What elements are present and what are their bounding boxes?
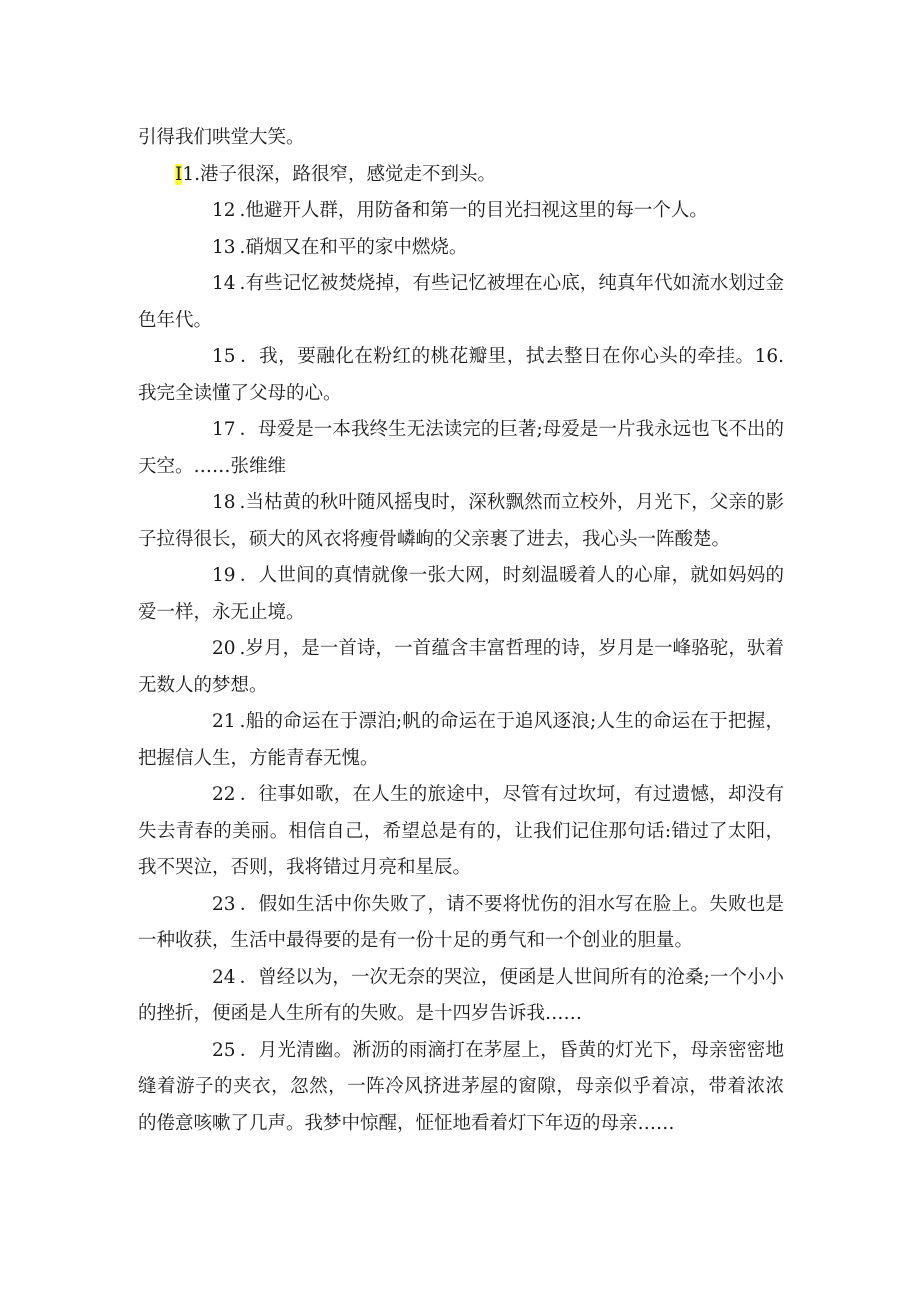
paragraph-18 [138,485,784,558]
highlighted-mark: I [175,163,183,185]
paragraph-text: ．假如生活中你失败了，请不要将忧伤的泪水写在脸上。失败也是一种收获，生活中最得要的是有一份十足的勇气和一个创业的胆量。 [138,893,784,951]
paragraph-12 [138,193,784,230]
paragraph-15 [138,339,784,412]
paragraph-text: ．母爱是一本我终生无法读完的巨著;母爱是一片我永远也飞不出的天空。……张维维 [138,419,784,477]
paragraph-19 [138,558,784,631]
item-number: 21 [212,711,236,732]
item-number: 12 [212,200,236,221]
item-number: 15 [212,346,236,367]
paragraph-24 [138,960,784,1033]
item-number: 22 [212,784,236,805]
paragraph-13 [138,230,784,267]
paragraph-text: .当枯黄的秋叶随风摇曳时，深秋飘然而立校外，月光下，父亲的影子拉得很长，硕大的风衣将瘦骨嶙峋的父亲裹了进去，我心头一阵酸楚。 [138,492,784,550]
body-text [138,120,784,1142]
paragraph-text: ．人世间的真情就像一张大网，时刻温暖着人的心扉，就如妈妈的爱一样，永无止境。 [138,565,784,623]
paragraph-20 [138,631,784,704]
item-number: 19 [212,565,236,586]
item-number: 17 [212,419,236,440]
paragraph-text: 引得我们哄堂大笑。 [138,127,305,148]
item-number: 13 [212,236,236,258]
paragraph-text: .岁月，是一首诗，一首蕴含丰富哲理的诗，岁月是一峰骆驼，驮着无数人的梦想。 [138,638,784,696]
paragraph-17 [138,412,784,485]
item-number: 20 [212,638,236,659]
paragraph-text: ．曾经以为，一次无奈的哭泣，便函是人世间所有的沧桑;一个小小的挫折，便函是人生所有的失败。是十四岁告诉我…… [138,966,784,1024]
item-number: 25 [212,1039,236,1061]
item-number: 14 [212,273,236,294]
paragraph-text: .他避开人群，用防备和第一的目光扫视这里的每一个人。 [239,200,708,221]
paragraph-23 [138,887,784,960]
paragraph-text: ．月光清幽。淅沥的雨滴打在茅屋上，昏黄的灯光下，母亲密密地缝着游子的夹衣，忽然，一阵冷风挤进茅屋的窗隙，母亲似乎着凉，带着浓浓的倦意咳嗽了几声。我梦中惊醒，怔怔地看着灯下年迈的母亲…… [138,1039,784,1134]
paragraph-text: .船的命运在于漂泊;帆的命运在于追风逐浪;人生的命运在于把握，把握信人生，方能青春无愧。 [138,711,784,769]
paragraph-14 [138,266,784,339]
paragraph-text: .有些记忆被焚烧掉，有些记忆被埋在心底，纯真年代如流水划过金色年代。 [138,273,784,331]
paragraph-text: ．我，要融化在粉红的桃花瓣里，拭去整日在你心头的牵挂。16.我完全读懂了父母的心。 [138,346,784,404]
paragraph-21 [138,704,784,777]
paragraph-11 [138,157,784,194]
item-number-rest: 1. [182,163,200,185]
paragraph-text: ．往事如歌，在人生的旅途中，尽管有过坎坷，有过遗憾，却没有失去青春的美丽。相信自己，希望总是有的，让我们记住那句话:错过了太阳，我不哭泣，否则，我将错过月亮和星辰。 [138,784,784,878]
paragraph-0 [138,120,784,157]
paragraph-25 [138,1033,784,1143]
paragraph-text: .硝烟又在和平的家中燃烧。 [239,236,468,258]
item-number: 18 [212,492,236,513]
paragraph-text: 港子很深，路很窄，感觉走不到头。 [199,163,496,185]
item-number: 23 [212,893,236,915]
item-number: 24 [212,966,236,988]
paragraph-22 [138,777,784,887]
